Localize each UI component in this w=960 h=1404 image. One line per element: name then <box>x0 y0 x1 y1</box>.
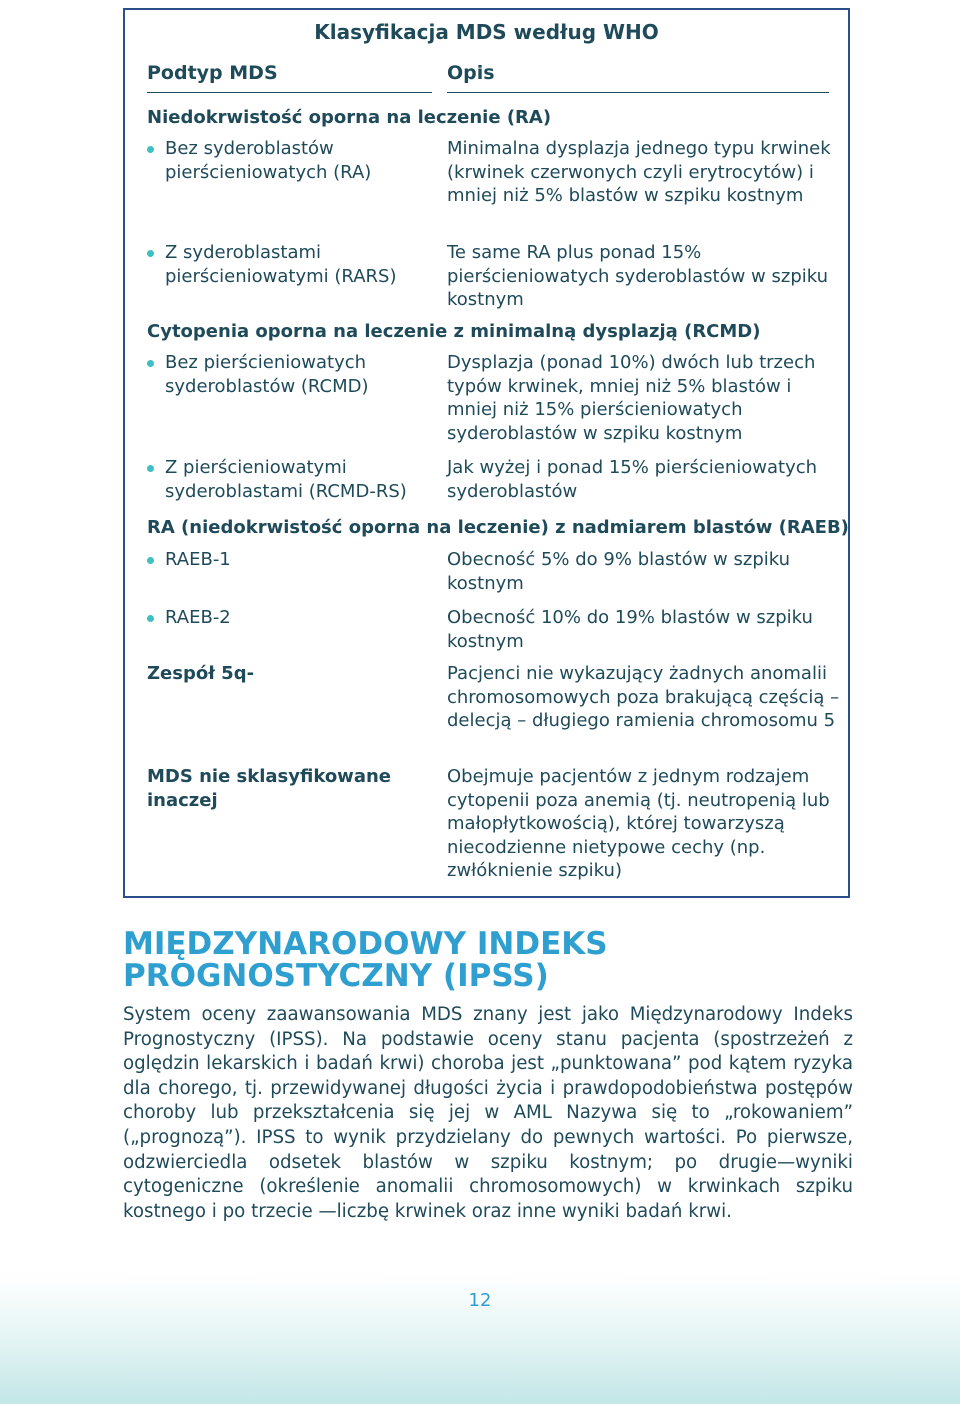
subtype-cell: Z syderoblastami pierścieniowatymi (RARS) <box>147 241 455 289</box>
section-heading: Niedokrwistość oporna na leczenie (RA) <box>147 107 552 128</box>
subtype-cell: Bez syderoblastów pierścieniowatych (RA) <box>147 137 455 185</box>
subtype-cell: MDS nie sklasyfikowane inaczej <box>147 766 391 811</box>
description-cell: Te same RA plus ponad 15% pierścieniowatych syderoblastów w szpiku kostnym <box>447 242 829 310</box>
section-heading: Cytopenia oporna na leczenie z minimalną dysplazją (RCMD) <box>147 321 761 342</box>
col-header-underline <box>447 92 829 93</box>
section-heading: RA (niedokrwistość oporna na leczenie) z nadmiarem blastów (RAEB) <box>147 517 849 538</box>
subtype-cell: RAEB-1 <box>147 548 455 572</box>
page-number: 12 <box>468 1290 492 1311</box>
description-cell: Pacjenci nie wykazujący żadnych anomalii chromosomowych poza brakującą częścią – delecją – długiego ramienia chromosomu 5 <box>447 663 840 731</box>
body-paragraph: System oceny zaawansowania MDS znany jest jako Międzynarodowy Indeks Prognostyczny (IPSS). Na podstawie oceny stanu pacjenta (spostrzeżeń z oględzin lekarskich i badań krwi) choroba jest „punktowana” pod kątem ryzyka dla chorego, tj. przewidywanej długości życia i prawdopodobieństwa postępów choroby lub przekształcenia się jej w AML Nazywa się to „rokowaniem” („prognozą”). IPSS to wynik przydzielany do pewnych wartości. Po pierwsze, odzwierciedla odsetek blastów w szpiku kostnym; po drugie—wyniki cytogeniczne (określenie anomalii chromosomowych) w krwinkach szpiku kostnego i po trzecie —liczbę krwinek oraz inne wyniki badań krwi. <box>123 1004 853 1222</box>
bullet-icon <box>147 360 154 367</box>
description-cell: Obecność 10% do 19% blastów w szpiku kostnym <box>447 607 813 652</box>
section-title: MIĘDZYNARODOWY INDEKS PROGNOSTYCZNY (IPSS) <box>123 926 608 994</box>
bullet-icon <box>147 465 154 472</box>
subtype-cell: Z pierścieniowatymi syderoblastami (RCMD-RS) <box>147 456 455 504</box>
table-title: Klasyfikacja MDS według WHO <box>314 20 659 44</box>
col-header-description: Opis <box>447 62 495 84</box>
bullet-icon <box>147 615 154 622</box>
col-header-subtype: Podtyp MDS <box>147 62 278 84</box>
description-cell: Minimalna dysplazja jednego typu krwinek (krwinek czerwonych czyli erytrocytów) i mniej niż 5% blastów w szpiku kostnym <box>447 138 831 206</box>
bullet-icon <box>147 557 154 564</box>
bullet-icon <box>147 146 154 153</box>
description-cell: Jak wyżej i ponad 15% pierścieniowatych syderoblastów <box>447 457 818 502</box>
description-cell: Dysplazja (ponad 10%) dwóch lub trzech typów krwinek, mniej niż 5% blastów i mniej niż 15% pierścieniowatych syderoblastów w szpiku kostnym <box>447 352 816 444</box>
description-cell: Obecność 5% do 9% blastów w szpiku kostnym <box>447 549 791 594</box>
subtype-cell: Zespół 5q- <box>147 663 255 684</box>
subtype-cell: Bez pierścieniowatych syderoblastów (RCMD) <box>147 351 455 399</box>
subtype-cell: RAEB-2 <box>147 606 455 630</box>
col-header-underline <box>147 92 432 93</box>
description-cell: Obejmuje pacjentów z jednym rodzajem cytopenii poza anemią (tj. neutropenią lub małopłytkowością), której towarzyszą niecodzienne nietypowe cechy (np. zwłóknienie szpiku) <box>447 766 830 881</box>
who-classification-table <box>123 8 850 898</box>
bullet-icon <box>147 250 154 257</box>
